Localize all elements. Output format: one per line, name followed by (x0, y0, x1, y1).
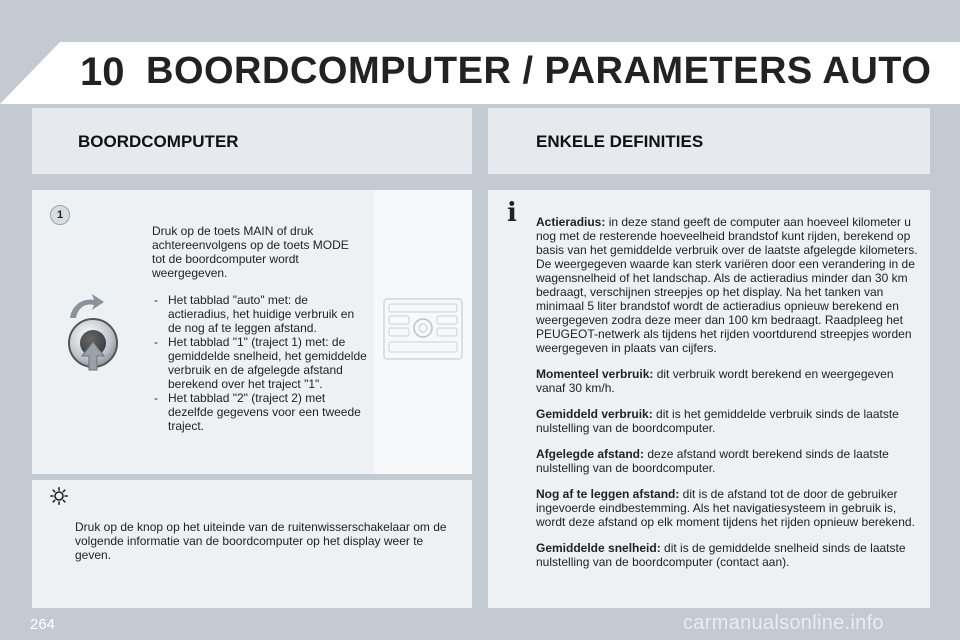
section-title-definities: ENKELE DEFINITIES (536, 132, 704, 151)
watermark-text: carmanualsonline.info (683, 612, 884, 634)
tab-list (152, 293, 367, 433)
tab-list-item: - Het tabblad "auto" met: de actieradius, het huidige verbruik en de nog af te leggen afstand. (152, 293, 367, 335)
chapter-title: BOORDCOMPUTER / PARAMETERS AUTO (146, 50, 932, 92)
tip-sun-icon (50, 487, 68, 505)
definition-nog-af-te-leggen: Nog af te leggen afstand: dit is de afstand tot de door de gebruiker ingevoerde eindbestemming. Als het navigatiesysteem in gebruik is, wordt deze afstand op elk moment tijdens het rijden opnieuw berekend. (536, 487, 915, 529)
header-corner-cut (0, 42, 60, 104)
tip-text: Druk op de knop op het uiteinde van de ruitenwisserschakelaar om de volgende informatie van de boordcomputer op het display weer te geven. (75, 520, 447, 562)
chapter-number: 10 (80, 50, 125, 94)
step-number-badge: 1 (50, 205, 70, 225)
tab-list-item: - Het tabblad "2" (traject 2) met dezelfde gegevens voor een tweede traject. (152, 391, 367, 433)
definitions-list (536, 215, 918, 581)
definition-gemiddelde-snelheid: Gemiddelde snelheid: dit is de gemiddelde snelheid sinds de laatste nulstelling van de boordcomputer (contact aan). (536, 541, 906, 569)
info-icon: i (507, 198, 517, 228)
audio-unit-icon (383, 298, 463, 360)
definition-momenteel-verbruik: Momenteel verbruik: dit verbruik wordt berekend en weergegeven vanaf 30 km/h. (536, 367, 894, 395)
definition-actieradius: Actieradius: in deze stand geeft de computer aan hoeveel kilometer u nog met de resterende hoeveelheid brandstof kunt rijden, berekend op basis van het gemiddelde verbruik over de laatste afgelegde kilometers. De weergegeven waarde kan sterk variëren door een verandering in de wagensnelheid of het landschap. Als de actieradius minder dan 30 km bedraagt, verschijnen streepjes op het display. Na het tanken van minimaal 5 liter brandstof wordt de actieradius opnieuw berekend en weergegeven zodra deze meer dan 100 km bedraagt. Raadpleeg het PEUGEOT-netwerk als tijdens het rijden voortdurend streepjes worden weergegeven in plaats van cijfers. (536, 215, 918, 355)
tab-list-item: - Het tabblad "1" (traject 1) met: de gemiddelde snelheid, het gemiddelde verbruik en de afgelegde afstand berekend over het traject "1". (152, 335, 367, 391)
section-title-boordcomputer: BOORDCOMPUTER (78, 132, 239, 151)
intro-text: Druk op de toets MAIN of druk achtereenvolgens op de toets MODE tot de boordcomputer wordt weergegeven. (152, 224, 349, 280)
definition-afgelegde-afstand: Afgelegde afstand: deze afstand wordt berekend sinds de laatste nulstelling van de boordcomputer. (536, 447, 889, 475)
rotate-arrow-icon (66, 290, 106, 322)
definition-gemiddeld-verbruik: Gemiddeld verbruik: dit is het gemiddelde verbruik sinds de laatste nulstelling van de boordcomputer. (536, 407, 899, 435)
page-number: 264 (30, 616, 56, 633)
press-arrow-icon (78, 340, 108, 372)
